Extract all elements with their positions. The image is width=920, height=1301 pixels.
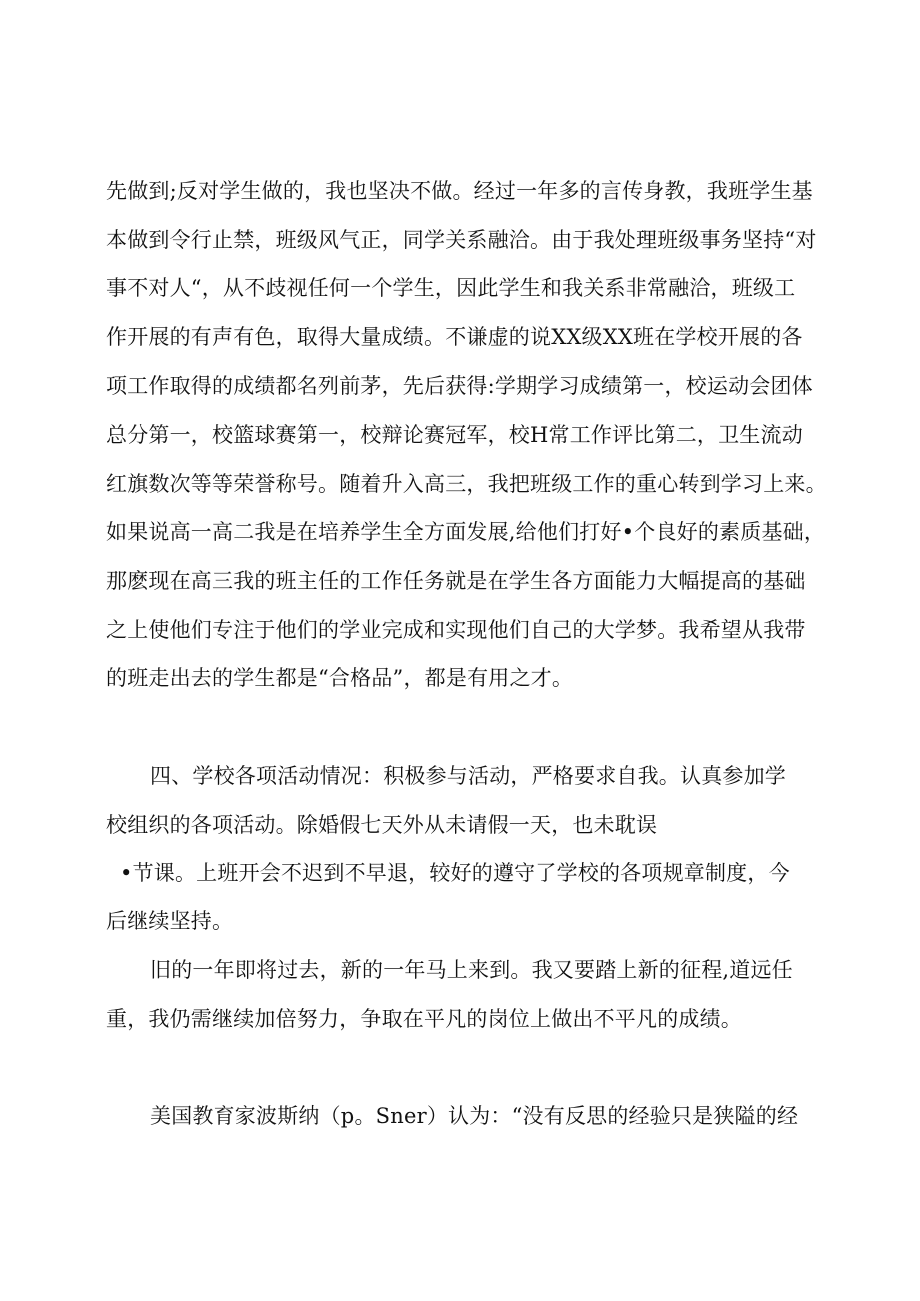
text-line: 先做到;反对学生做的，我也坚决不做。经过一年多的言传身教，我班学生基 bbox=[106, 179, 813, 203]
text-line: 之上使他们专注于他们的学业完成和实现他们自己的大学梦。我希望从我带 bbox=[106, 618, 806, 642]
text-line: 总分第一，校篮球赛第一，校辩论赛冠军，校H常工作评比第二，卫生流动 bbox=[106, 423, 803, 447]
text-line: 重，我仍需继续加倍努力，争取在平凡的岗位上做出不平凡的成绩。 bbox=[106, 1007, 742, 1031]
text-line: 校组织的各项活动。除婚假七天外从未请假一天，也未耽误 bbox=[106, 813, 658, 837]
text-line: 的班走出去的学生都是“合格品”，都是有用之才。 bbox=[106, 666, 574, 690]
text-line: 那麽现在高三我的班主任的工作任务就是在学生各方面能力大幅提高的基础 bbox=[106, 569, 806, 593]
text-line: 后继续坚持。 bbox=[106, 909, 234, 933]
text-line: 红旗数次等等荣誉称号。随着升入高三，我把班级工作的重心转到学习上来。 bbox=[106, 472, 827, 496]
text-line: 本做到令行止禁，班级风气正，同学关系融洽。由于我处理班级事务坚持“对 bbox=[106, 228, 817, 252]
text-line: 项工作取得的成绩都名列前茅，先后获得:学期学习成绩第一，校运动会团体 bbox=[106, 374, 813, 398]
text-line: •节课。上班开会不迟到不早退，较好的遵守了学校的各项规章制度，今 bbox=[120, 861, 790, 885]
text-line: 美国教育家波斯纳（p。Sner）认为：“没有反思的经验只是狭隘的经 bbox=[150, 1104, 799, 1128]
text-line: 旧的一年即将过去，新的一年马上来到。我又要踏上新的征程,道远任 bbox=[150, 958, 793, 982]
text-line: 事不对人“，从不歧视任何一个学生，因此学生和我关系非常融洽，班级工 bbox=[106, 276, 796, 300]
text-line: 四、学校各项活动情况：积极参与活动，严格要求自我。认真参加学 bbox=[150, 764, 786, 788]
text-line: 如果说高一高二我是在培养学生全方面发展,给他们打好•个良好的素质基础， bbox=[106, 520, 826, 544]
text-line: 作开展的有声有色，取得大量成绩。不谦虚的说XX级XX班在学校开展的各 bbox=[106, 325, 803, 349]
